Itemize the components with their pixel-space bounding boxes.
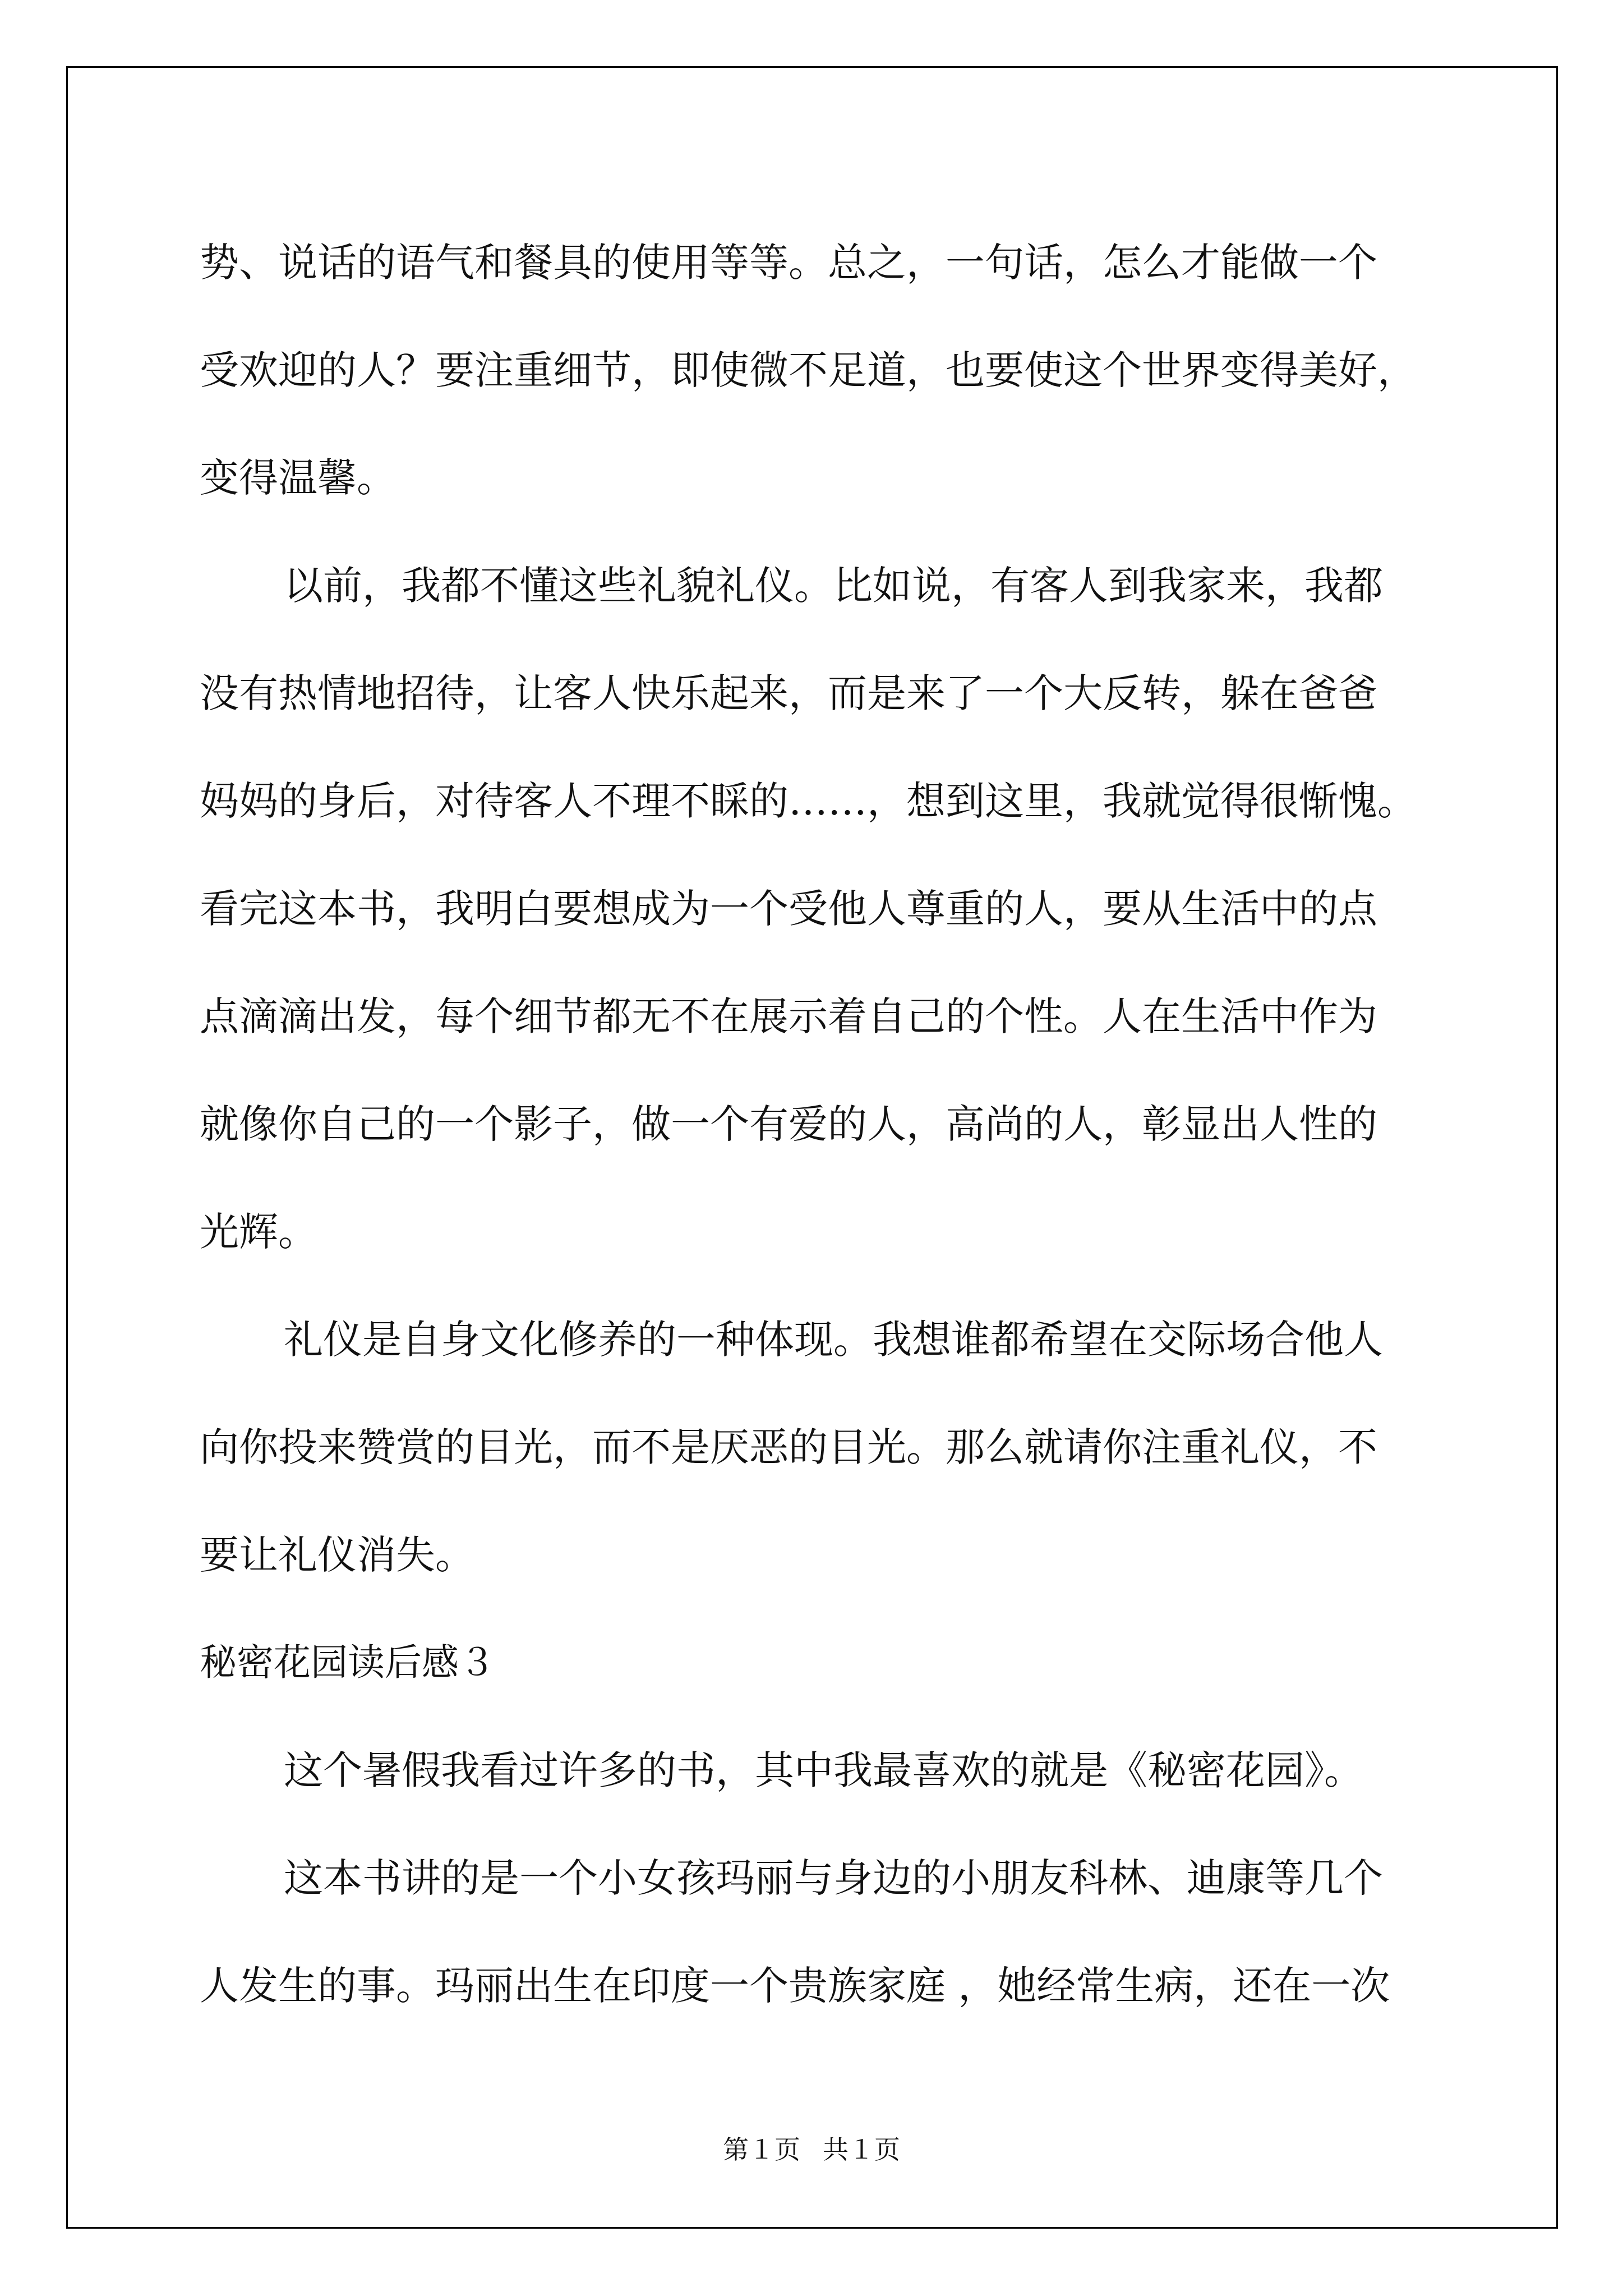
text-line: 点滴滴出发，每个细节都无不在展示着自己的个性。人在生活中作为 [200,993,1377,1039]
text-line: 受欢迎的人？要注重细节，即使微不足道，也要使这个世界变得美好， [200,347,1417,393]
document-body [200,209,1445,2040]
text-line: 没有热情地招待，让客人快乐起来，而是来了一个大反转，躲在爸爸 [200,670,1377,716]
text-line: 要让礼仪消失。 [200,1532,474,1578]
paragraph-start-line: 这本书讲的是一个小女孩玛丽与身边的小朋友科林、迪康等几个 [284,1855,1383,1901]
text-line: 光辉。 [200,1209,317,1255]
text-line: 变得温馨。 [200,455,396,501]
text-line: 人发生的事。玛丽出生在印度一个贵族家庭 ，她经常生病，还在一次 [200,1963,1390,2009]
text-line: 向你投来赞赏的目光，而不是厌恶的目光。那么就请你注重礼仪，不 [200,1424,1377,1470]
page-footer [0,2129,1623,2166]
text-line: 势、说话的语气和餐具的使用等等。总之，一句话，怎么才能做一个 [200,240,1377,286]
paragraph-start-line: 这个暑假我看过许多的书，其中我最喜欢的就是《秘密花园》。 [284,1747,1363,1793]
text-line: 看完这本书，我明白要想成为一个受他人尊重的人，要从生活中的点 [200,886,1377,932]
text-line: 就像你自己的一个影子，做一个有爱的人，高尚的人，彰显出人性的 [200,1101,1377,1147]
text-line: 妈妈的身后，对待客人不理不睬的……，想到这里，我就觉得很惭愧。 [200,778,1417,824]
paragraph-start-line: 以前，我都不懂这些礼貌礼仪。比如说，有客人到我家来，我都 [284,563,1383,609]
page-total: 共１页 [823,2134,900,2165]
section-heading: 秘密花园读后感３ [200,1641,496,1684]
page-number: 第１页 [723,2134,800,2165]
paragraph-start-line: 礼仪是自身文化修养的一种体现。我想谁都希望在交际场合他人 [284,1317,1383,1363]
